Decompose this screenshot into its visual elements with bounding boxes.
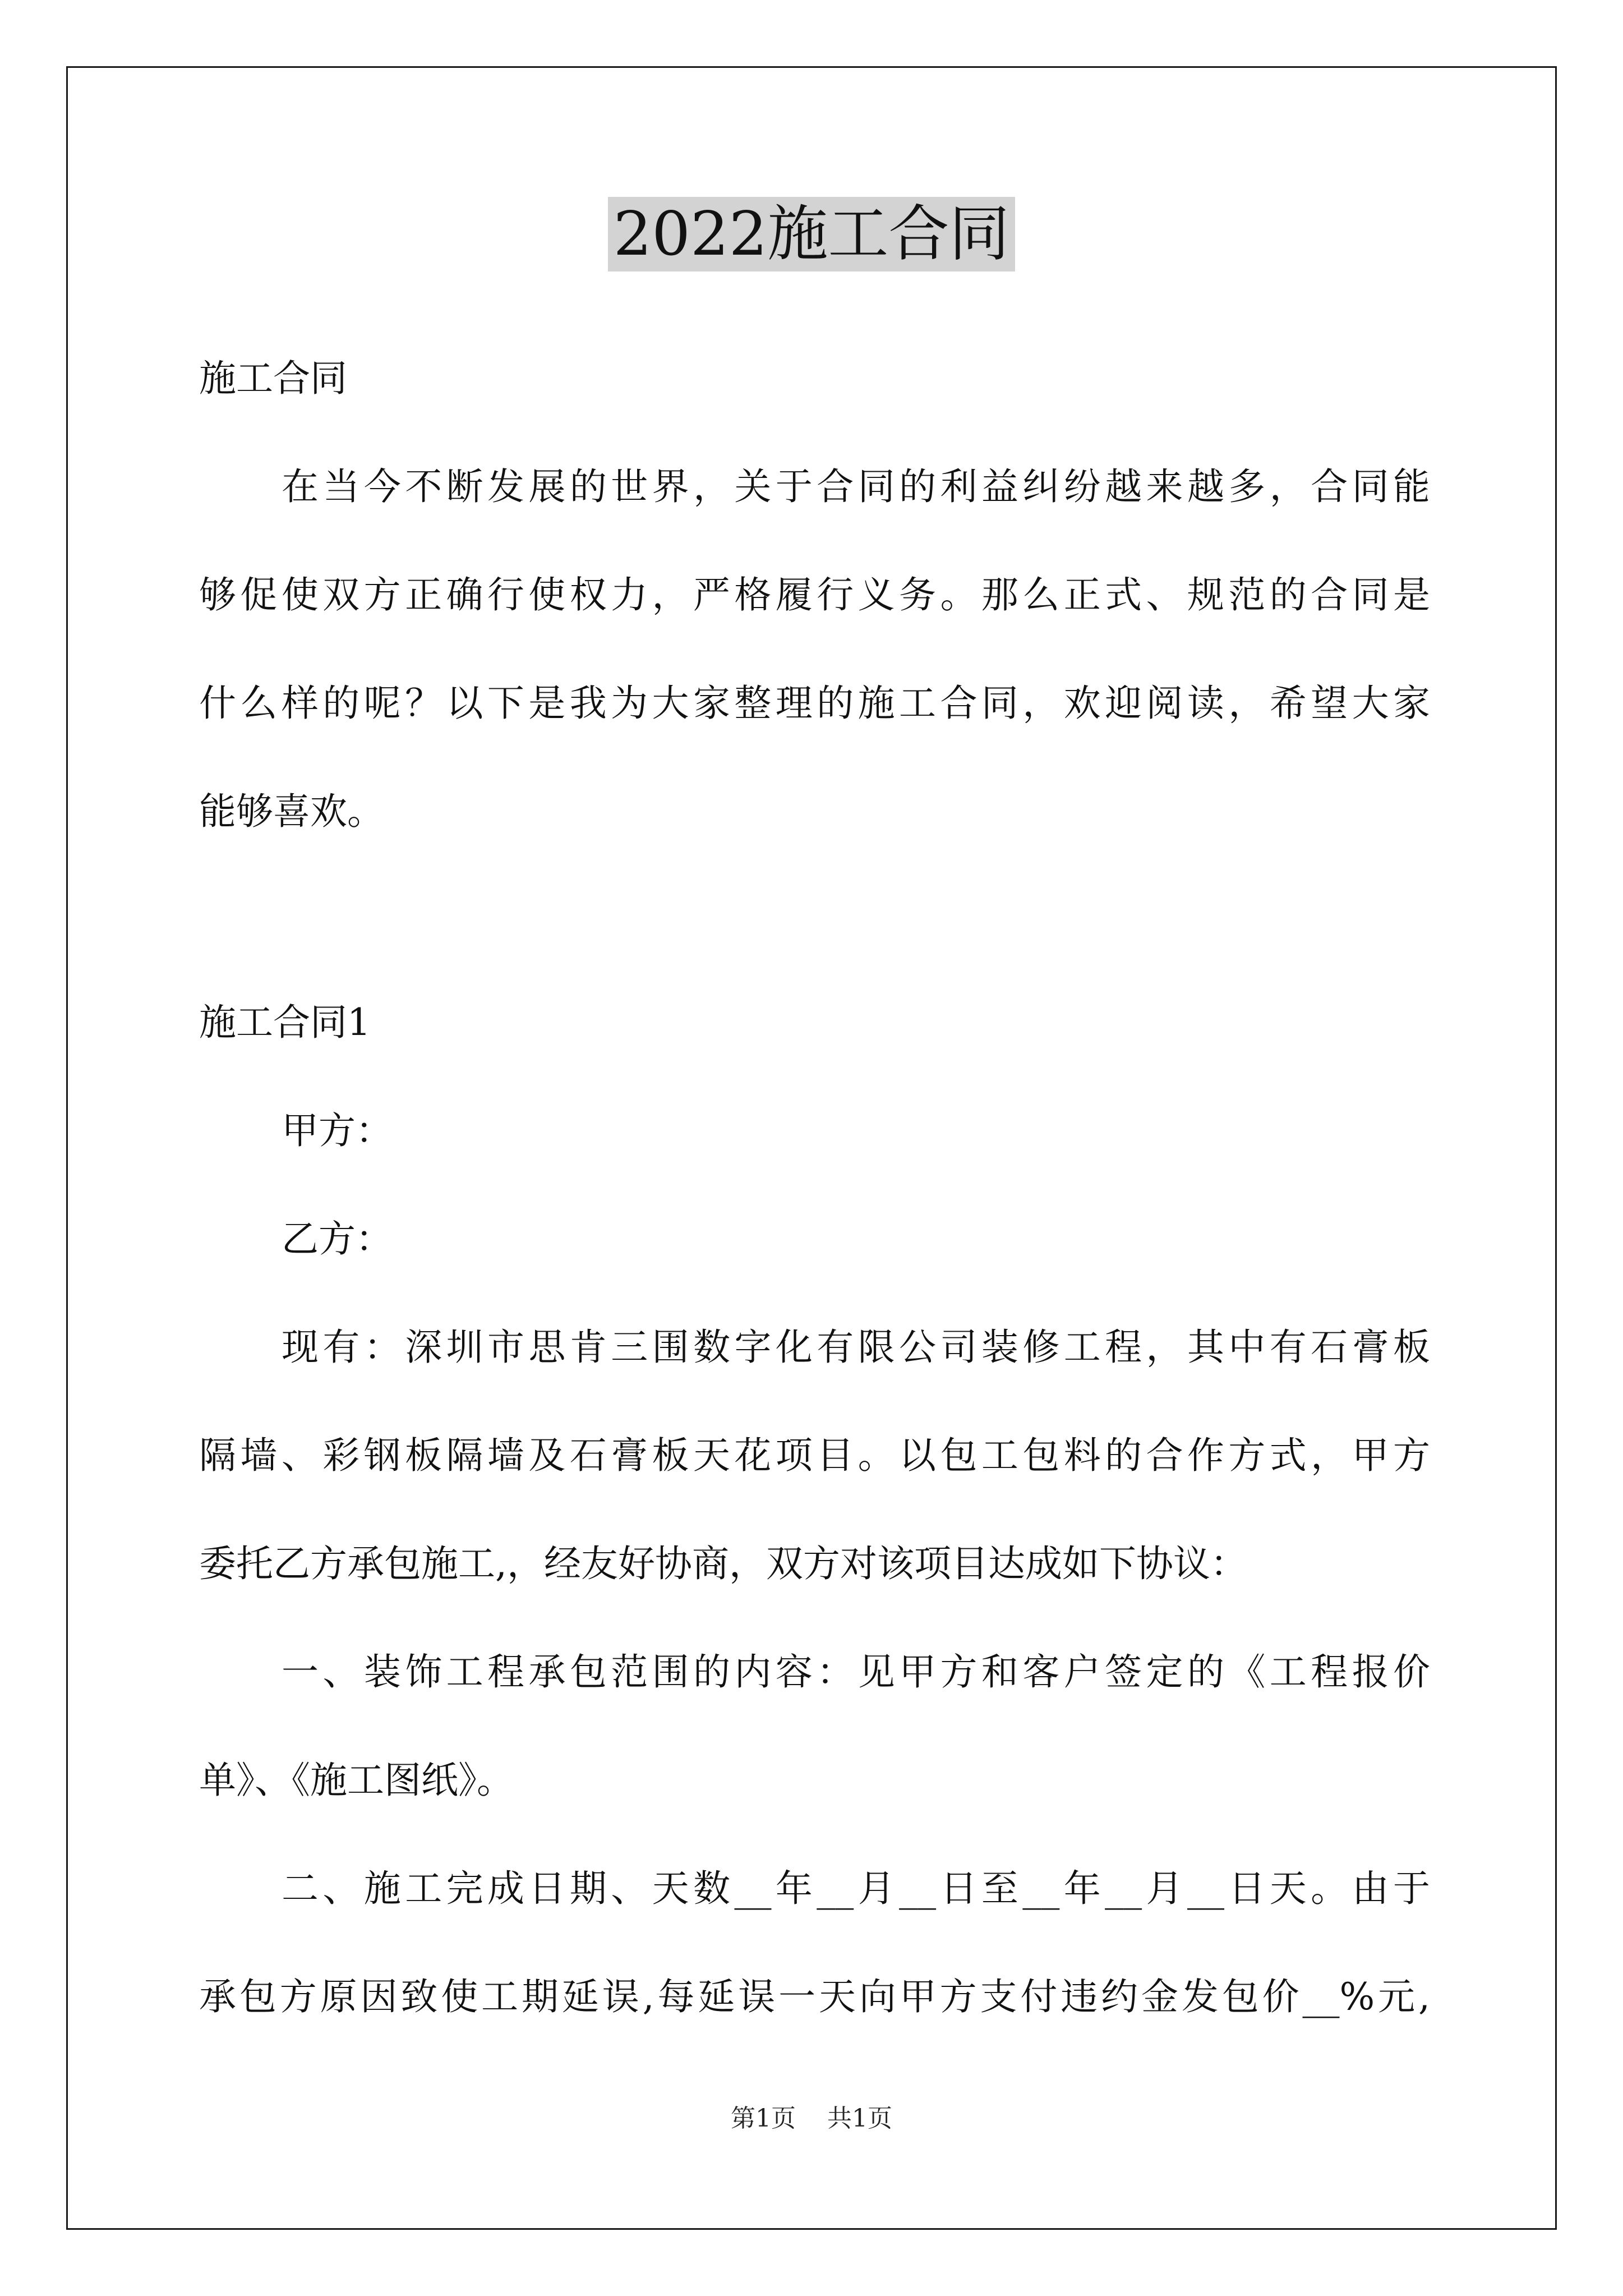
page-number: 第1页: [731, 2104, 796, 2133]
intro-line-1: 在当今不断发展的世界，关于合同的利益纠纷越来越多，合同能: [282, 465, 1430, 508]
body-line-2: 隔墙、彩钢板隔墙及石膏板天花项目。以包工包料的合作方式，甲方: [199, 1434, 1430, 1477]
body-line-6: 二、施工完成日期、天数__年__月__日至__年__月__日天。由于: [282, 1867, 1430, 1910]
section-heading: 施工合同: [199, 357, 347, 400]
page-footer: [0, 2102, 1623, 2136]
body-line-5: 单》、《施工图纸》。: [199, 1759, 514, 1802]
body-line-4: 一、装饰工程承包范围的内容：见甲方和客户签定的《工程报价: [282, 1650, 1430, 1694]
party-b-label: 乙方：: [282, 1217, 393, 1260]
intro-line-4: 能够喜欢。: [199, 790, 384, 833]
document-title: [0, 195, 1623, 274]
page-total: 共1页: [827, 2104, 892, 2133]
body-line-1: 现有：深圳市思肯三围数字化有限公司装修工程，其中有石膏板: [282, 1326, 1430, 1369]
body-line-3: 委托乙方承包施工,，经友好协商，双方对该项目达成如下协议：: [199, 1542, 1247, 1585]
party-a-label: 甲方：: [282, 1109, 393, 1152]
body-line-7: 承包方原因致使工期延误,每延误一天向甲方支付违约金发包价__%元,: [199, 1975, 1430, 2018]
intro-line-2: 够促使双方正确行使权力，严格履行义务。那么正式、规范的合同是: [199, 573, 1430, 616]
contract-heading: 施工合同1: [199, 1001, 371, 1044]
document-title-text: 2022施工合同: [608, 197, 1016, 272]
intro-line-3: 什么样的呢？以下是我为大家整理的施工合同，欢迎阅读，希望大家: [199, 682, 1430, 725]
